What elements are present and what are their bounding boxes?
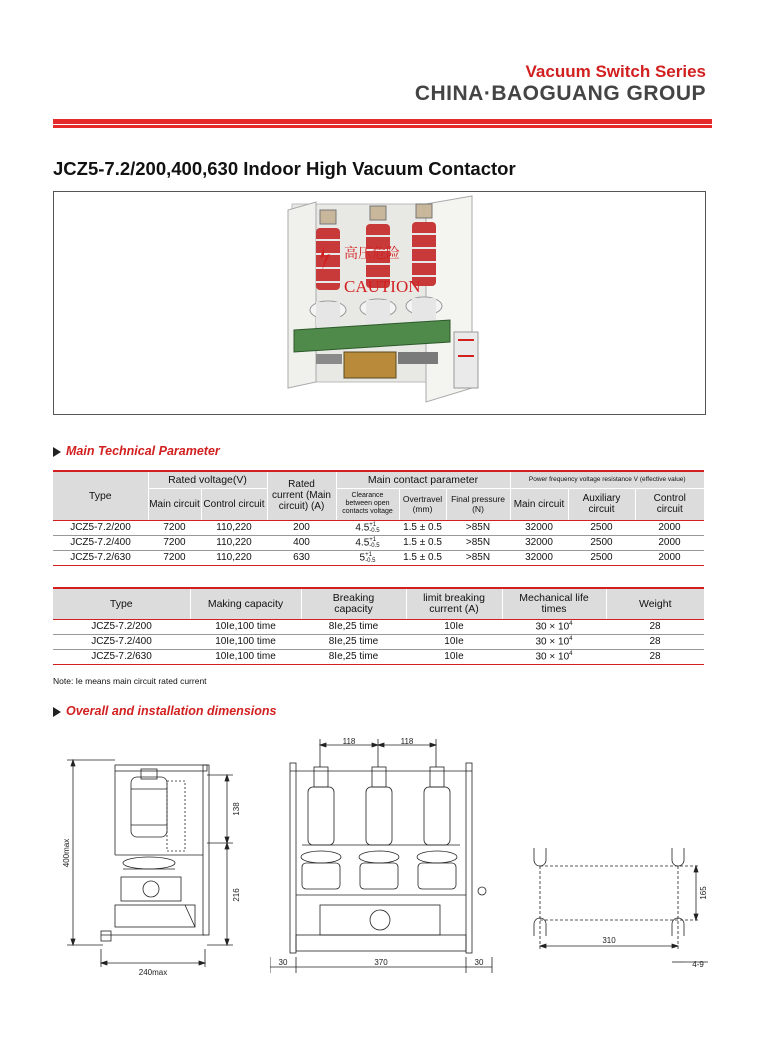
dim-front-pitch-2: 118 — [400, 737, 414, 746]
header-making: Making capacity — [190, 588, 301, 619]
table-row — [53, 520, 704, 535]
cell-type: JCZ5-7.2/200 — [91, 621, 152, 632]
clearance-value: 4.5 — [355, 537, 370, 549]
header-mech: Mechanical life times — [502, 588, 606, 619]
dim-front-mid: 370 — [374, 958, 388, 967]
header-limit: limit breaking current (A) — [406, 588, 502, 619]
vacuum-bottle-1 — [316, 228, 340, 290]
header-pf-aux: Auxiliary circuit — [568, 488, 635, 520]
header-control-circuit: Control circuit — [201, 488, 267, 520]
dim-side-width: 240max — [138, 968, 168, 977]
cell-over: 1.5 ± 0.5 — [403, 537, 442, 548]
clearance-tol-lower: -0.5 — [369, 527, 380, 534]
cell-mech — [502, 619, 606, 634]
cell-pf_aux: 2500 — [590, 537, 613, 548]
section-heading-params — [53, 444, 220, 458]
cell-type: JCZ5-7.2/630 — [91, 651, 152, 662]
cell-pf_ctrl: 2000 — [658, 552, 681, 563]
mounting-drawing — [520, 840, 720, 975]
product-photo-frame — [53, 191, 706, 415]
cell-pf_main: 32000 — [525, 537, 553, 548]
header-final-pressure: Final pressure (N) — [446, 488, 510, 520]
cell-clear — [336, 520, 399, 535]
photo-label-en: CAUTION — [344, 277, 421, 296]
header-breaking: Breaking capacity — [301, 588, 406, 619]
cell-pf_ctrl: 2000 — [658, 522, 681, 533]
dim-mount-slot: 4-9 — [692, 960, 704, 969]
header-type: Type — [53, 471, 148, 520]
cell-pressure: >85N — [465, 522, 491, 533]
header-main-contact: Main contact parameter — [336, 471, 510, 488]
cell-weight: 28 — [649, 636, 661, 647]
cell-limit: 10Ie — [444, 651, 464, 662]
series-title: Vacuum Switch Series — [525, 62, 706, 81]
cell-main: 7200 — [163, 552, 186, 563]
cell-current: 630 — [293, 552, 310, 563]
clearance-value: 5 — [359, 552, 366, 564]
mech-life-value: 30 × 10 — [535, 636, 570, 648]
header-main-circuit: Main circuit — [148, 488, 201, 520]
cell-control: 110,220 — [216, 552, 252, 563]
cell-control: 110,220 — [216, 537, 252, 548]
header-pf-control: Control circuit — [635, 488, 704, 520]
footnote: Note: Ie means main circuit rated current — [53, 676, 207, 686]
table-row — [53, 535, 704, 550]
cell-making: 10Ie,100 time — [215, 621, 276, 632]
clearance-tol-upper: +1 — [369, 521, 377, 528]
company-name: CHINA·BAOGUANG GROUP — [414, 82, 706, 105]
cell-making: 10Ie,100 time — [215, 636, 276, 647]
performance-table — [53, 587, 704, 665]
cell-breaking: 8Ie,25 time — [328, 636, 379, 647]
clearance-tol-lower: -0.5 — [365, 557, 376, 564]
cell-breaking: 8Ie,25 time — [328, 651, 379, 662]
header-rule-thin — [53, 125, 712, 128]
triangle-bullet-icon — [53, 707, 61, 717]
cell-weight: 28 — [649, 621, 661, 632]
cell-mech — [502, 634, 606, 649]
header-rated-voltage: Rated voltage(V) — [148, 471, 267, 488]
cell-current: 400 — [293, 537, 310, 548]
cell-pf_ctrl: 2000 — [658, 537, 681, 548]
cell-making: 10Ie,100 time — [215, 651, 276, 662]
mech-life-value: 30 × 10 — [535, 621, 570, 633]
header-clearance: Clearance between open contacts voltage — [336, 488, 399, 520]
cell-weight: 28 — [649, 651, 661, 662]
mech-life-exponent: 4 — [569, 650, 573, 657]
table-row — [53, 634, 704, 649]
mech-life-value: 30 × 10 — [535, 651, 570, 663]
dim-side-upper: 138 — [232, 802, 241, 816]
cell-limit: 10Ie — [444, 621, 464, 632]
dim-side-height: 400max — [62, 838, 71, 868]
section-heading-dims — [53, 704, 276, 718]
clearance-tol-upper: +1 — [365, 551, 372, 558]
cell-pressure: >85N — [465, 552, 491, 563]
cell-limit: 10Ie — [444, 636, 464, 647]
mech-life-exponent: 4 — [569, 620, 573, 627]
cell-breaking: 8Ie,25 time — [328, 621, 379, 632]
cell-pf_aux: 2500 — [590, 522, 613, 533]
section-heading-params-label: Main Technical Parameter — [66, 444, 220, 458]
side-view-drawing — [55, 745, 245, 980]
dim-mount-width: 310 — [602, 936, 616, 945]
header-pf-voltage: Power frequency voltage resistance V (effective value) — [510, 471, 704, 488]
cell-main: 7200 — [163, 522, 186, 533]
cell-pf_aux: 2500 — [590, 552, 613, 563]
table-row — [53, 550, 704, 565]
cell-control: 110,220 — [216, 522, 252, 533]
cell-main: 7200 — [163, 537, 186, 548]
clearance-value: 4.5 — [355, 522, 370, 534]
cell-current: 200 — [293, 522, 310, 533]
page-title: JCZ5-7.2/200,400,630 Indoor High Vacuum Contactor — [53, 158, 516, 179]
cell-pf_main: 32000 — [525, 552, 553, 563]
cell-type: JCZ5-7.2/630 — [70, 552, 131, 563]
cell-pressure: >85N — [465, 537, 491, 548]
header-weight: Weight — [606, 588, 704, 619]
cell-over: 1.5 ± 0.5 — [403, 552, 442, 563]
header-rated-current: Rated current (Main circuit) (A) — [267, 471, 336, 520]
front-view-drawing — [270, 735, 500, 980]
table-row — [53, 619, 704, 634]
clearance-tol-lower: -0.5 — [369, 542, 380, 549]
dim-mount-height: 165 — [699, 886, 708, 900]
dim-side-lower: 216 — [232, 888, 241, 902]
header-pf-main: Main circuit — [510, 488, 568, 520]
dim-front-right: 30 — [474, 958, 484, 967]
cell-over: 1.5 ± 0.5 — [403, 522, 442, 533]
params-table — [53, 470, 704, 566]
cell-type: JCZ5-7.2/400 — [91, 636, 152, 647]
photo-label-cn: 高压危险 — [344, 247, 400, 262]
header-type-2: Type — [53, 588, 190, 619]
cell-clear — [336, 550, 399, 565]
clearance-tol-upper: +1 — [369, 536, 377, 543]
dim-front-left: 30 — [278, 958, 288, 967]
cell-type: JCZ5-7.2/400 — [70, 537, 131, 548]
cell-pf_main: 32000 — [525, 522, 553, 533]
header-rule-thick — [53, 119, 712, 124]
section-heading-dims-label: Overall and installation dimensions — [66, 704, 277, 718]
cell-type: JCZ5-7.2/200 — [70, 522, 131, 533]
header-overtravel: Overtravel (mm) — [399, 488, 446, 520]
cell-clear — [336, 535, 399, 550]
table-row — [53, 649, 704, 664]
product-photo — [54, 192, 705, 414]
cell-mech — [502, 649, 606, 664]
triangle-bullet-icon — [53, 447, 61, 457]
mech-life-exponent: 4 — [569, 635, 573, 642]
dim-front-pitch-1: 118 — [342, 737, 356, 746]
